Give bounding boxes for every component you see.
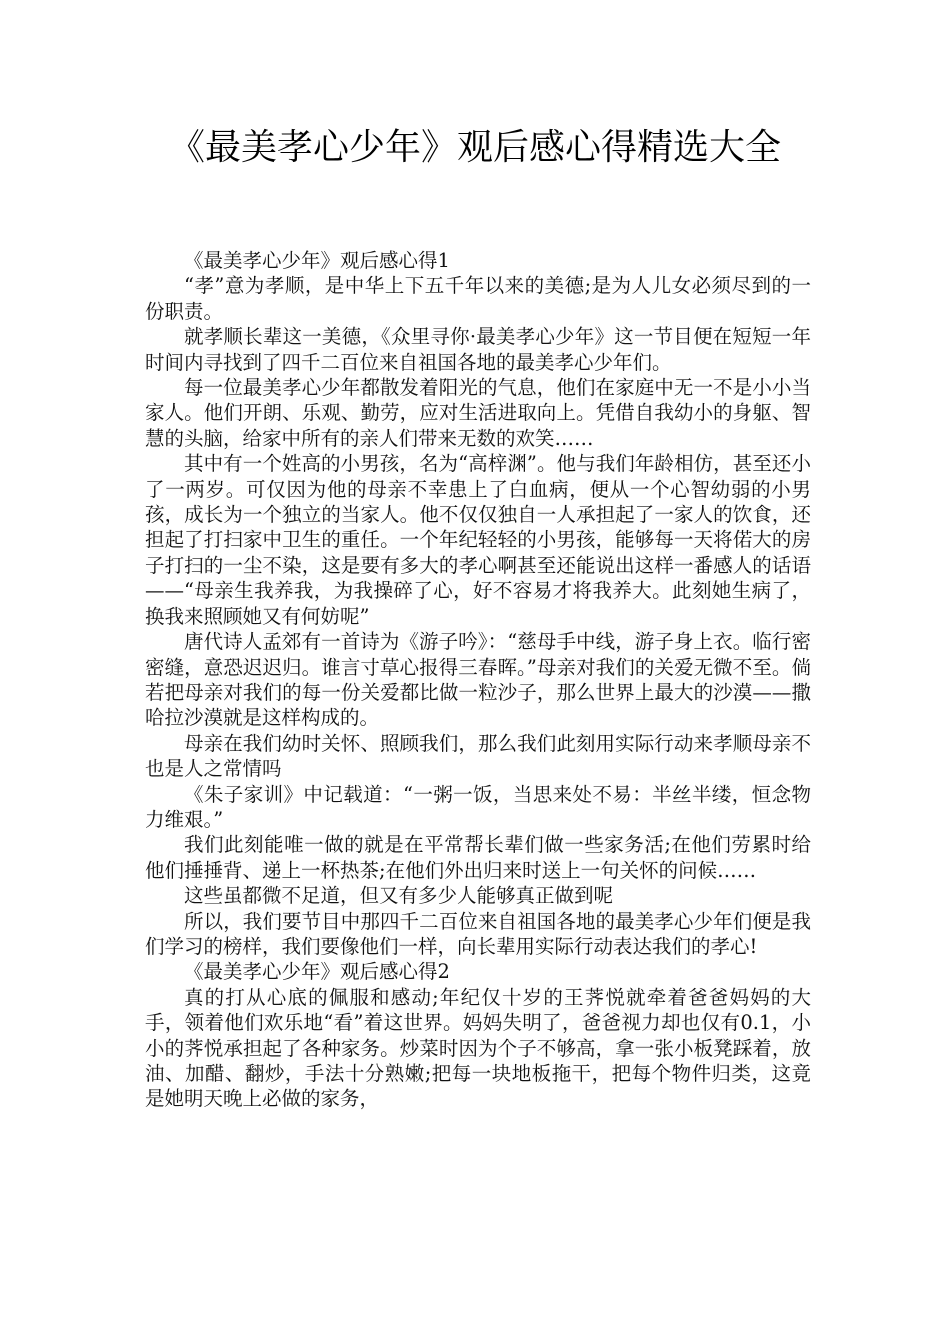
paragraph: 所以，我们要节目中那四千二百位来自祖国各地的最美孝心少年们便是我们学习的榜样，我们要像他们一样，向长辈用实际行动表达我们的孝心!	[145, 909, 811, 958]
paragraph: 《朱子家训》中记载道：“一粥一饭，当思来处不易：半丝半缕，恒念物力维艰。”	[145, 782, 811, 831]
paragraph: 唐代诗人孟郊有一首诗为《游子吟》：“慈母手中线，游子身上衣。临行密密缝，意恐迟迟归。谁言寸草心报得三春晖。”母亲对我们的关爱无微不至。倘若把母亲对我们的每一份关爱都比做一粒沙子，那么世界上最大的沙漠——撒哈拉沙漠就是这样构成的。	[145, 630, 811, 730]
paragraph: 母亲在我们幼时关怀、照顾我们，那么我们此刻用实际行动来孝顺母亲不也是人之常情吗	[145, 731, 811, 781]
section-heading-1: 《最美孝心少年》观后感心得1	[184, 249, 450, 272]
document-body	[145, 248, 811, 1112]
paragraph: 每一位最美孝心少年都散发着阳光的气息，他们在家庭中无一不是小小当家人。他们开朗、乐观、勤劳，应对生活进取向上。凭借自我幼小的身躯、智慧的头脑，给家中所有的亲人们带来无数的欢笑……	[145, 376, 811, 450]
paragraph: 其中有一个姓高的小男孩，名为“高梓渊”。他与我们年龄相仿，甚至还小了一两岁。可仅因为他的母亲不幸患上了白血病，便从一个心智幼弱的小男孩，成长为一个独立的当家人。他不仅仅独自一人承担起了一家人的饮食，还担起了打扫家中卫生的重任。一个年纪轻轻的小男孩，能够每一天将偌大的房子打扫的一尘不染，这是要有多大的孝心啊甚至还能说出这样一番感人的话语——“母亲生我养我，为我操碎了心，好不容易才将我养大。此刻她生病了，换我来照顾她又有何妨呢”	[145, 452, 811, 628]
document-title: 《最美孝心少年》观后感心得精选大全	[168, 127, 781, 168]
paragraph: 我们此刻能唯一做的就是在平常帮长辈们做一些家务活;在他们劳累时给他们捶捶背、递上一杯热茶;在他们外出归来时送上一句关怀的问候……	[145, 833, 811, 882]
section-heading-2: 《最美孝心少年》观后感心得2	[184, 960, 450, 984]
paragraph: 真的打从心底的佩服和感动;年纪仅十岁的王荠悦就牵着爸爸妈妈的大手，领着他们欢乐地“看”着这世界。妈妈失明了，爸爸视力却也仅有0.1，小小的荠悦承担起了各种家务。炒菜时因为个子不够高，拿一张小板凳踩着，放油、加醋、翻炒，手法十分熟嫩;把每一块地板拖干，把每个物件归类，这竟是她明天晚上必做的家务，	[145, 985, 811, 1111]
paragraph: 这些虽都微不足道，但又有多少人能够真正做到呢	[184, 884, 614, 908]
paragraph: “孝”意为孝顺，是中华上下五千年以来的美德;是为人儿女必须尽到的一份职责。	[145, 274, 811, 323]
paragraph: 就孝顺长辈这一美德，《众里寻你·最美孝心少年》这一节目便在短短一年时间内寻找到了四千二百位来自祖国各地的最美孝心少年们。	[145, 325, 811, 374]
